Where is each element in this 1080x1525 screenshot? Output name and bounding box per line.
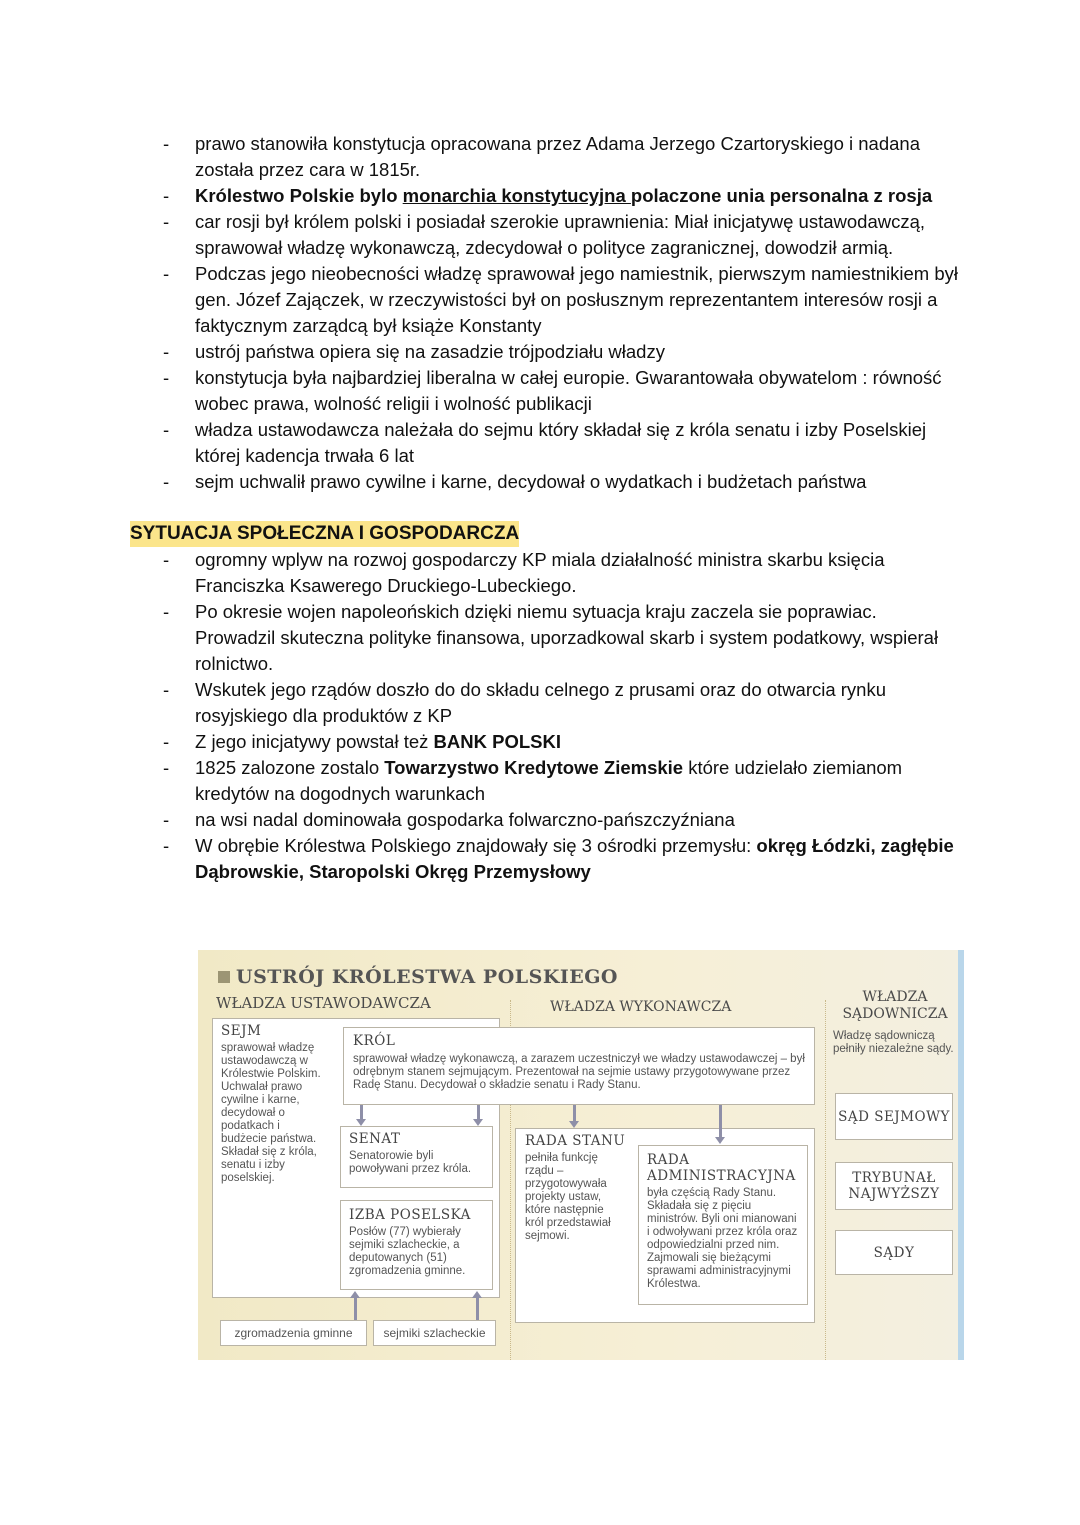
rada-stanu-title: RADA STANU [525,1133,626,1149]
arrow-down-icon [477,1105,480,1120]
item-text: sejm uchwalił prawo cywilne i karne, decydował o wydatkach i budżetach państwa [195,471,867,492]
bullet-dash: - [163,757,170,778]
divider [825,1000,826,1360]
arrow-up-icon [354,1297,357,1320]
rada-adm-title: RADA ADMINISTRACYJNA [647,1152,796,1184]
bullet-dash: - [163,601,170,622]
economy-list [130,547,960,885]
arrow-down-icon [719,1105,722,1138]
bullet-dash: - [163,471,170,492]
bold-text: Królestwo Polskie bylo [195,185,403,206]
legislative-heading: WŁADZA USTAWODAWCZA [216,994,431,1012]
constitution-list [130,131,960,495]
list-item [130,729,960,755]
item-text: Z jego inicjatywy powstał też [195,731,434,752]
arrow-down-icon [360,1105,363,1120]
item-text: które udzielało ziemianom kredytów na dogodnych warunkach [195,757,903,804]
judicial-description: Władzę sądowniczą pełniły niezależne sądy. [833,1030,954,1055]
list-item [130,807,960,833]
rada-administracyjna-box [638,1145,808,1305]
krol-text: sprawował władzę wykonawczą, a zarazem uczestniczył we władzy ustawodawczej – był odrębnym stanem sejmującym. Prezentował na sejmie ustawy przygotowywane przez Radę Stanu. Decydował o składzie senatu i Rady Stanu. [353,1053,805,1091]
list-item [130,469,960,495]
list-item [130,365,960,417]
item-text: car rosji był królem polski i posiadał szerokie uprawnienia: Miał inicjatywę ustawodawczą, sprawował władzę wykonawczą, zdecydował o polityce zagranicznej, dowodził armią. [195,211,926,258]
bullet-dash: - [163,419,170,440]
square-icon [218,971,230,983]
bullet-dash: - [163,731,170,752]
list-item [130,547,960,599]
diagram-title: USTRÓJ KRÓLESTWA POLSKIEGO [218,966,618,988]
izba-text: Posłów (77) wybierały sejmiki szlacheckie, a deputowanych (51) zgromadzenia gminne. [349,1226,466,1277]
trybunal-box: TRYBUNAŁ NAJWYŻSZY [835,1162,953,1210]
executive-heading: WŁADZA WYKONAWCZA [550,999,732,1015]
item-text: ustrój państwa opiera się na zasadzie trójpodziału władzy [195,341,665,362]
sejmiki-szlacheckie-box: sejmiki szlacheckie [373,1320,496,1346]
bullet-dash: - [163,341,170,362]
krol-title: KRÓL [353,1033,396,1049]
bold-text: okręg Łódzki, zagłębie Dąbrowskie, Staropolski Okręg Przemysłowy [195,835,954,882]
item-text: Wskutek jego rządów doszło do do składu celnego z prusami oraz do otwarcia rynku rosyjskiego dla produktów z KP [195,679,887,726]
list-item [130,417,960,469]
arrow-down-icon [573,1105,576,1122]
constitution-diagram [198,950,964,1360]
bullet-dash: - [163,679,170,700]
arrow-up-icon [476,1297,479,1320]
list-item [130,339,960,365]
senat-box [340,1126,493,1188]
bullet-dash: - [163,185,170,206]
notes [130,131,960,885]
senat-text: Senatorowie byli powoływani przez króla. [349,1150,472,1175]
rada-adm-text: była częścią Rady Stanu. Składała się z pięciu ministrów. Byli oni mianowani i odwoływani przez króla oraz odpowiedzialni przed nim. Zajmowali się bieżącymi sprawami administracyjnymi Królestwa. [647,1187,798,1290]
bullet-dash: - [163,133,170,154]
bullet-dash: - [163,809,170,830]
list-item [130,131,960,183]
sad-sejmowy-box: SĄD SEJMOWY [835,1093,953,1140]
izba-poselska-box [340,1200,493,1290]
bullet-dash: - [163,211,170,232]
item-text: 1825 zalozone zostalo [195,757,385,778]
item-text: Podczas jego nieobecności władzę sprawował jego namiestnik, pierwszym namiestnikiem był gen. Józef Zajączek, w rzeczywistości był on posłusznym reprezentantem interesów rosji a faktycznym zarządcą był książe Konstanty [195,263,958,336]
list-item [130,599,960,677]
sejm-title: SEJM [221,1023,262,1039]
bold-text: BANK POLSKI [433,731,561,752]
bullet-dash: - [163,835,170,856]
judicial-heading: WŁADZA SĄDOWNICZA [842,989,948,1022]
item-text: władza ustawodawcza należała do sejmu który składał się z króla senatu i izby Poselskiej której kadencja trwała 6 lat [195,419,927,466]
item-text: konstytucja była najbardziej liberalna w całej europie. Gwarantowała obywatelom : równość wobec prawa, wolność religii i wolność publikacji [195,367,942,414]
list-item [130,677,960,729]
item-text: ogromny wplyw na rozwoj gospodarczy KP miala działalność ministra skarbu księcia Franciszka Ksawerego Druckiego-Lubeckiego. [195,549,885,596]
krol-box [343,1027,815,1105]
list-item [130,261,960,339]
bullet-dash: - [163,263,170,284]
sejm-text: sprawował władzę ustawodawczą w Królestwie Polskim. Uchwalał prawo cywilne i karne, decydował o podatkach i budżecie państwa. Składał się z króla, senatu i izby poselskiej. [221,1042,321,1184]
rada-stanu-text: pełniła funkcję rządu – przygotowywała projekty ustaw, które następnie król przedstawiał sejmowi. [525,1152,611,1242]
list-item [130,833,960,885]
item-text: W obrębie Królestwa Polskiego znajdowały się 3 ośrodki przemysłu: [195,835,757,856]
bullet-dash: - [163,367,170,388]
list-item [130,209,960,261]
bold-text: polaczone unia personalna z rosja [630,185,933,206]
bullet-dash: - [163,549,170,570]
list-item [130,755,960,807]
item-text: na wsi nadal dominowała gospodarka folwarczno-pańszczyźniana [195,809,735,830]
senat-title: SENAT [349,1131,401,1147]
izba-title: IZBA POSELSKA [349,1207,471,1223]
zgromadzenia-gminne-box: zgromadzenia gminne [220,1320,367,1346]
list-item [130,183,960,209]
item-text: Po okresie wojen napoleońskich dzięki niemu sytuacja kraju zaczela sie poprawiac. Prowadzil skuteczna polityke finansowa, uporzadkowal skarb i system podatkowy, wspierał rolnictwo. [195,601,939,674]
bold-text: monarchia konstytucyjna [402,185,631,206]
bold-text: Towarzystwo Kredytowe Ziemskie [384,757,684,778]
page-edge [958,950,964,1360]
item-text: prawo stanowiła konstytucja opracowana przez Adama Jerzego Czartoryskiego i nadana została przez cara w 1815r. [195,133,920,180]
section-heading: SYTUACJA SPOŁECZNA I GOSPODARCZA [130,521,519,547]
sady-box: SĄDY [835,1230,953,1275]
